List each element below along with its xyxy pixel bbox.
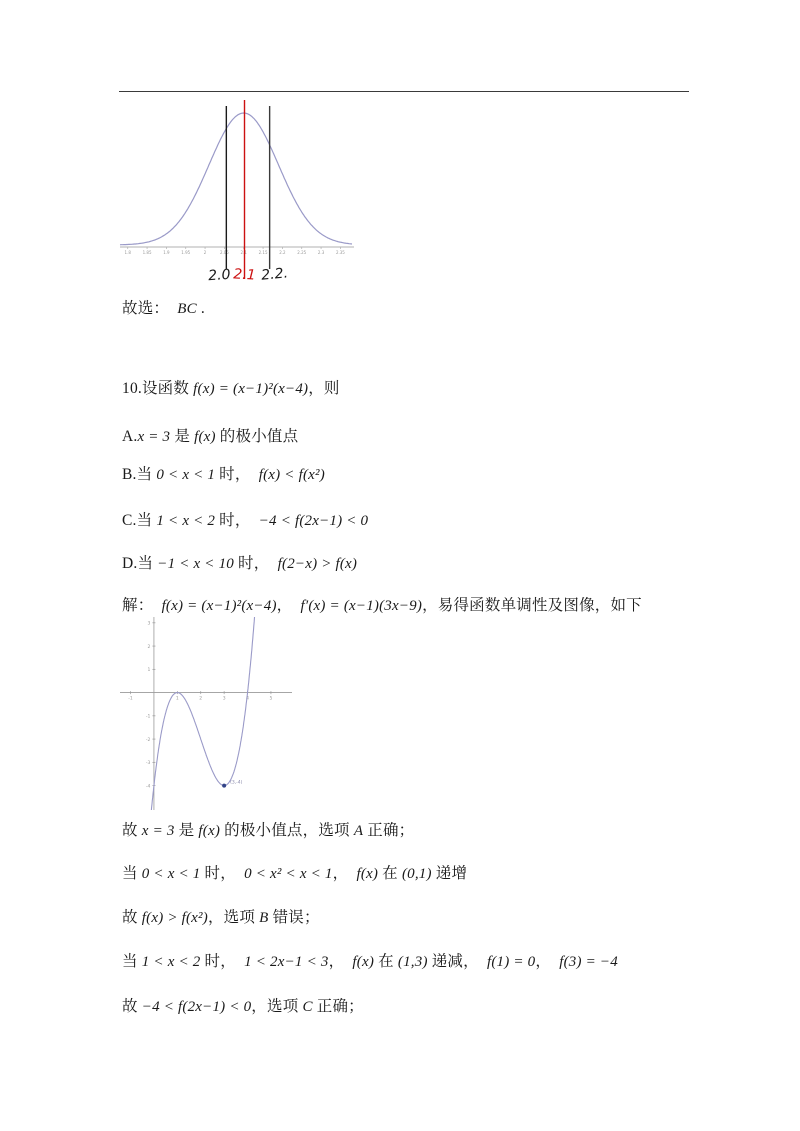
text-segment: x = 3 (137, 429, 171, 445)
text-segment: 当 (122, 865, 142, 882)
svg-text:1.95: 1.95 (181, 250, 191, 255)
bell-curve-svg (118, 97, 363, 289)
text-segment: f(1) = 0 (486, 954, 536, 970)
svg-text:-2: -2 (145, 737, 151, 743)
svg-text:1.85: 1.85 (142, 250, 152, 255)
text-segment: 故 (122, 822, 142, 839)
text-segment: . (196, 300, 205, 317)
text-segment: 错误； (268, 909, 320, 926)
text-segment: 正确； (312, 998, 364, 1015)
text-segment: 时， (215, 466, 259, 483)
handwritten-label: 2.1 (232, 266, 257, 284)
text-segment: 时， (200, 865, 245, 882)
text-segment: f(x) = (x−1)²(x−4) (161, 598, 277, 614)
svg-text:2.15: 2.15 (258, 250, 268, 255)
text-segment: 在 (378, 865, 402, 882)
solution-line-a-correct (122, 818, 414, 840)
text-segment: f(x) (194, 429, 216, 445)
text-segment: ， (332, 865, 357, 882)
text-segment: A (353, 823, 364, 839)
text-segment: 故 (122, 909, 142, 926)
text-segment: 是 (170, 428, 195, 445)
solution-line-b-increasing (122, 861, 467, 883)
text-segment: f(x) > f(x²) (141, 910, 208, 926)
text-segment: 1 < 2x−1 < 3 (244, 954, 329, 970)
text-segment: A. (122, 428, 138, 445)
solution-line-b-wrong (122, 905, 320, 927)
svg-text:-1: -1 (145, 714, 151, 720)
option-b (122, 462, 325, 484)
text-segment: (1,3) (397, 954, 428, 970)
text-segment: 时， (233, 555, 278, 572)
handwritten-label: 2.2. (260, 265, 289, 284)
text-segment: f(x) (352, 954, 375, 970)
text-segment: 0 < x < 1 (141, 866, 201, 882)
question-10-stem (122, 376, 340, 398)
solution-line-c-decreasing (122, 949, 618, 971)
text-segment: f(x) = (x−1)²(x−4) (193, 381, 309, 397)
svg-text:2.1: 2.1 (240, 250, 247, 255)
svg-text:3: 3 (222, 696, 226, 702)
min-point-label: (3,-4) (230, 780, 243, 786)
text-segment: f(x) (198, 823, 221, 839)
svg-text:2.3: 2.3 (317, 250, 325, 255)
text-segment: 时， (215, 512, 259, 529)
text-segment: ，则 (308, 380, 340, 397)
text-segment: 故 (122, 998, 142, 1015)
text-segment: 时， (200, 953, 245, 970)
text-segment: f(3) = −4 (559, 954, 618, 970)
text-segment: 0 < x² < x < 1 (244, 866, 333, 882)
text-segment: ， (535, 953, 560, 970)
text-segment: D.当 (122, 555, 158, 572)
solution-line-c-correct (122, 994, 364, 1016)
text-segment: B (259, 910, 269, 926)
cubic-curve-svg (120, 617, 292, 810)
text-segment: 递减， (427, 953, 487, 970)
text-segment: 1 < x < 2 (141, 954, 201, 970)
answer-line (122, 296, 205, 318)
svg-text:4: 4 (246, 696, 249, 702)
text-segment: −4 < f(2x−1) < 0 (141, 999, 252, 1015)
text-segment: 在 (374, 953, 398, 970)
text-segment: 是 (174, 822, 199, 839)
text-segment: (0,1) (401, 866, 432, 882)
text-segment: −1 < x < 10 (157, 556, 234, 572)
text-segment: −4 < f(2x−1) < 0 (258, 513, 369, 529)
svg-text:1: 1 (175, 696, 179, 702)
text-segment: f(x) (356, 866, 379, 882)
svg-text:5: 5 (269, 696, 273, 702)
text-segment: 0 < x < 1 (156, 467, 216, 483)
text-segment: f(x) < f(x²) (258, 467, 325, 483)
text-segment: ， (328, 953, 353, 970)
text-segment: 10.设函数 (122, 380, 194, 397)
svg-text:-4: -4 (145, 784, 151, 790)
text-segment: C (302, 999, 313, 1015)
option-c (122, 508, 368, 530)
svg-text:2: 2 (199, 696, 203, 702)
svg-text:-3: -3 (145, 761, 151, 767)
text-segment: 1 < x < 2 (156, 513, 216, 529)
svg-text:1.8: 1.8 (124, 250, 131, 255)
header-rule (119, 91, 689, 92)
text-segment: C.当 (122, 512, 157, 529)
svg-text:2: 2 (203, 250, 207, 255)
text-segment: BC (177, 301, 197, 317)
text-segment: x = 3 (141, 823, 175, 839)
text-segment: ，选项 (207, 909, 260, 926)
cubic-function-figure (120, 617, 295, 812)
text-segment: f(2−x) > f(x) (277, 556, 358, 572)
svg-text:2.35: 2.35 (335, 250, 345, 255)
text-segment: ， (276, 597, 301, 614)
text-segment: 当 (122, 953, 142, 970)
handwritten-label: 2.0 (207, 266, 232, 285)
text-segment: 的极小值点 (215, 428, 299, 445)
svg-text:3: 3 (147, 621, 151, 627)
text-segment: 递增 (431, 865, 468, 882)
text-segment: f′(x) = (x−1)(3x−9) (300, 598, 423, 614)
option-d (122, 551, 357, 573)
text-segment: 解： (122, 597, 162, 614)
text-segment: 故选： (122, 300, 178, 317)
svg-text:1.9: 1.9 (163, 250, 170, 255)
text-segment: 正确； (363, 822, 415, 839)
text-segment: ，选项 (251, 998, 303, 1015)
text-segment: B.当 (122, 466, 157, 483)
normal-distribution-figure (118, 97, 363, 289)
solution-intro-line (122, 593, 642, 615)
svg-text:2: 2 (147, 644, 151, 650)
svg-text:2.25: 2.25 (297, 250, 307, 255)
svg-text:2.05: 2.05 (219, 250, 229, 255)
svg-text:2.2: 2.2 (279, 250, 286, 255)
svg-text:1: 1 (147, 668, 151, 674)
text-segment: ，易得函数单调性及图像，如下 (422, 597, 642, 614)
option-a (122, 424, 298, 446)
svg-text:-1: -1 (128, 696, 133, 702)
text-segment: 的极小值点，选项 (220, 822, 354, 839)
